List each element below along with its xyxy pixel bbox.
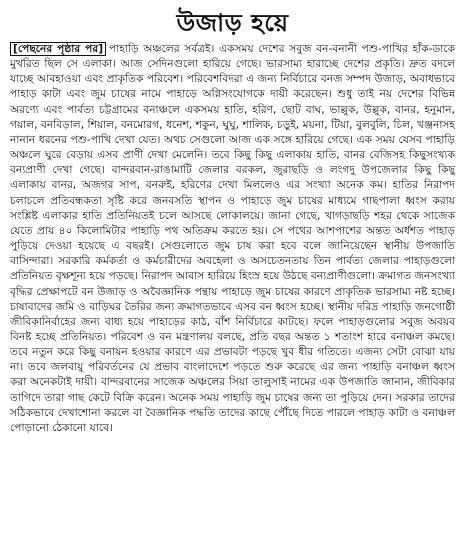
article-body xyxy=(10,42,455,436)
article-text: পাহাড়ি অঞ্চলের সর্বত্রই। একসময় দেশের সবুজ বন-বনানী পশু-পাখির হাঁক-ডাকে মুখরিত ছিল সে এলাকা। আজ সেদিনগুলো হারিয়ে গেছে। ভারসাম্য হারাচ্ছে দেশের প্রকৃতি। দ্রুত বদলে যাচ্ছে আবহাওয়া এবং প্রাকৃতিক পরিবেশ। পরিবেশবিদরা এ জন্য নির্বিচারে বনজ সম্পদ উজাড়, অবাধভাবে পাহাড় কাটা এবং জুম চাষের নামে পাহাড়ে অগ্নিসংযোগকে দায়ী করেছেন। শুধু তাই নয় দেশের বিভিন্ন অরণ্যে এবং পার্বত্য চট্টগ্রামের বনাঞ্চলে একসময় হাতি, হরিণ, ছোট বাঘ, ভাল্লুক, উল্লুক, বানর, হনুমান, গয়াল, বনবিড়াল, শিয়াল, বনমোরগ, ধনেশ, শকুন, ঘুঘু, শালিক, চড়ুই, ময়না, টিয়া, বুলবুলি, চিল, খঞ্জনাসহ নানান ধরনের পশু-পাখি দেখা যেত। অথচ সেগুলো আজ এক সঙ্গে হারিয়ে গেছে। এক সময় যেসব পাহাড়ি অঞ্চলে ঘুরে বেড়ায় এসব প্রাণী দেখা মেলেনি। তবে কিছু কিছু এলাকায় হাতি, বানর বেজিসহ কিছুসংখ্যক বন্যপ্রাণী দেখা গেছে। বান্দরবান-রাঙামাটি জেলার বরকল, জুরাছড়ি ও লংগদু উপজেলার কিছু কিছু এলাকায় বানর, অজগর সাপ, বনরুই, হরিণের দেখা মিললেও এর সংখ্যা অনেক কম। হাতির নিরাপদ চলাচলে প্রতিবন্ধকতা সৃষ্টি করে জনবসতি স্থাপন ও পাহাড়ে জুম চাষের মাধ্যমে গাছপালা ধ্বংস করায় সংশ্লিষ্ট এলাকার হাতি প্রতিনিয়তই চলে আসছে লোকালয়ে। জানা গেছে, খাগড়াছড়ি শহর থেকে সাজেক যেতে প্রায় ৪০ কিলোমিটার পাহাড়ি পথ অতিক্রম করতে হয়। সে পথের আশপাশের অন্তত অর্ধশত পাহাড় পুড়িয়ে দেওয়া হয়েছে এ বছরই। সেগুলোতে জুম চাষ করা হবে বলে জানিয়েছেন স্থানীয় উপজাতি বাসিন্দারা। সরকারি কর্মকর্তা ও কর্মচারীদের অবহেলা ও অসচেতনতায় তিন পার্বত্য জেলার পাহাড়গুলো প্রতিনিয়ত বৃক্ষশূন্য হয়ে পড়ছে। নিরাপদ আবাস হারিয়ে হিংস্র হয়ে উঠছে বন্যপ্রাণীগুলো। ক্রমাগত জনসংখ্যা বৃদ্ধির প্রেক্ষাপটে বন উজাড় ও অবৈজ্ঞানিক পন্থায় পাহাড়ে জুম চাষের কারণে প্রাকৃতিক ভারসাম্য নষ্ট হচ্ছে। চাষাবাদের জমি ও বাড়িঘর তৈরির জন্য ক্রমাগতভাবে এসব বন ধ্বংস হচ্ছে। স্থানীয় দরিদ্র পাহাড়ি জনগোষ্ঠী জীবিকানির্বাহের জন্য বাধ্য হয়ে পাহাড়ের কাঠ, বাঁশ নির্বিচারে কাটছে। ফলে পাহাড়গুলোর সবুজ অবয়ব বিনষ্ট হচ্ছে প্রতিনিয়ত। পরিবেশ ও বন মন্ত্রণালয় বলছে, প্রতি বছর অন্তত ১ শতাংশ হারে বনাঞ্চল কমছে। তবে নতুন করে কিছু বনায়ন হওয়ার কারণে এর প্রভাবটা পড়ছে খুব ধীর গতিতে। এজন্য সেটা বোঝা যায় না। তবে জলবায়ু পরিবর্তনের যে প্রভাব বাংলাদেশে পড়তে শুরু করেছে এর জন্য পাহাড়ি বনাঞ্চল ধ্বংস করা অনেকটাই দায়ী। বান্দরবানের সাজেক অঞ্চলের সিয়া তালুসাই নামের এক উপজাতি জানান, জীবিকার তাগিদে তারা গাছ কেটে বিক্রি করেন। অনেক সময় পাহাড়ি জুম চাষের জন্য তা পুড়িয়ে দেন। সরকার তাদের সঠিকভাবে দেখাশোনা করলে বা বৈজ্ঞানিক পদ্ধতি তাদের কাছে পৌঁছে দিতে পারলে পাহাড় কাটা ও বনাঞ্চল পোড়ানো ঠেকানো যাবে। xyxy=(10,43,455,434)
continued-from-back-page-label: [পেছনের পৃষ্ঠার পর] xyxy=(10,42,106,56)
headline: উজাড় হয়ে xyxy=(176,9,289,37)
